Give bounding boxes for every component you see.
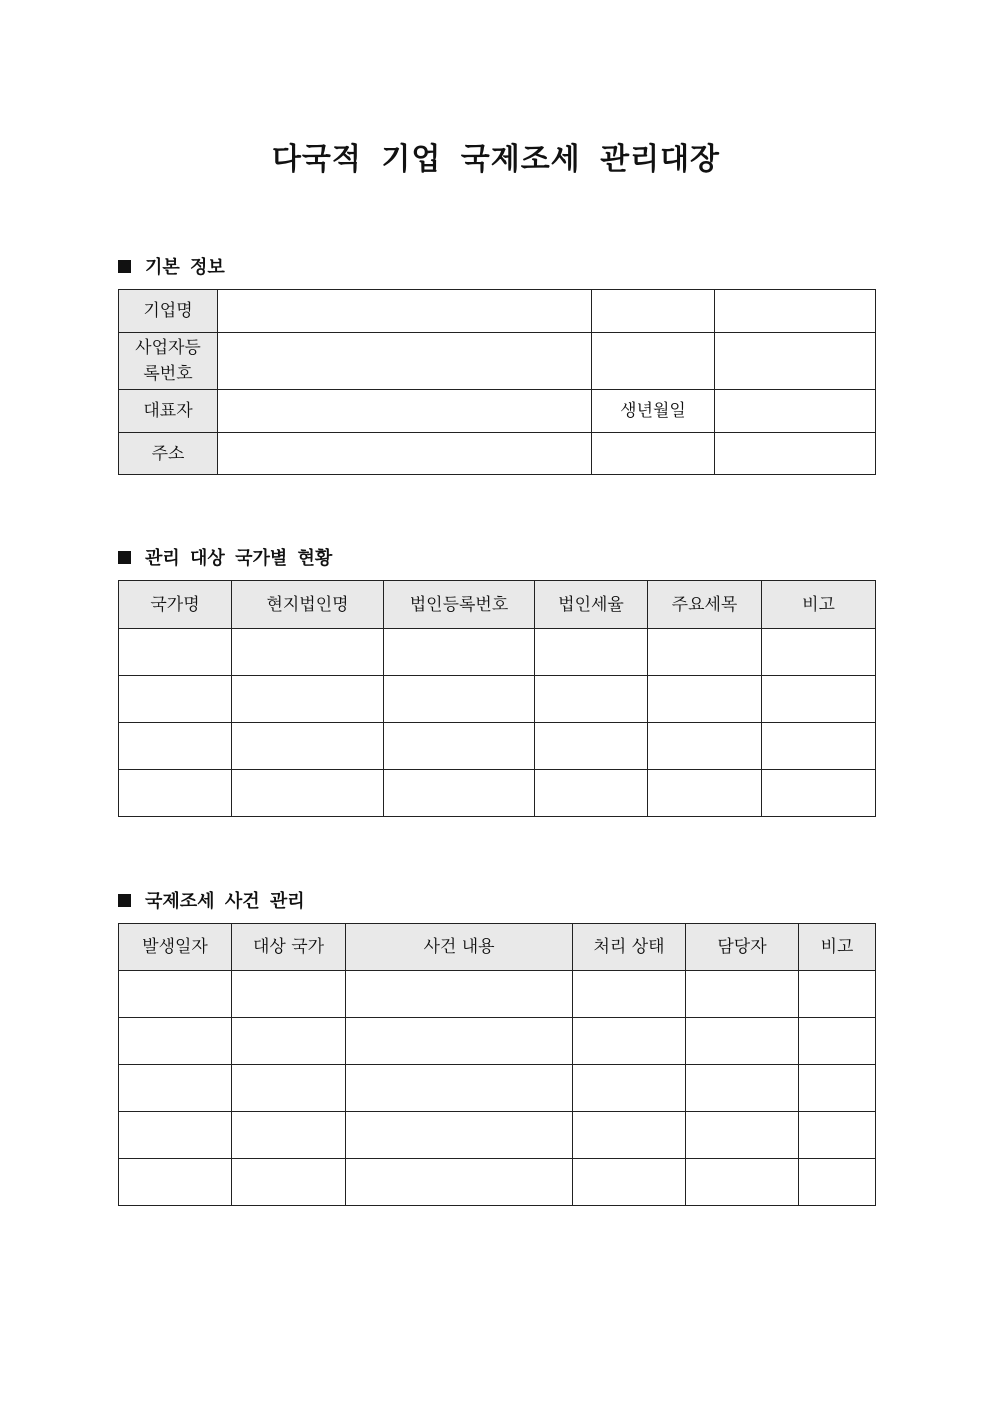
table-cell[interactable]: [232, 1159, 346, 1206]
table-row: [119, 1018, 876, 1065]
table-cell[interactable]: [686, 1065, 799, 1112]
table-row: [119, 770, 876, 817]
table-row: [119, 1159, 876, 1206]
table-cell[interactable]: [346, 971, 573, 1018]
table-cell[interactable]: [799, 1018, 876, 1065]
table-cell[interactable]: [232, 629, 384, 676]
table-row: [119, 1065, 876, 1112]
basic-info-table: [118, 289, 876, 475]
section-title: 국제조세 사건 관리: [145, 891, 305, 912]
address-label: 주소: [119, 433, 218, 475]
section-title: 기본 정보: [145, 257, 225, 278]
table-cell[interactable]: [799, 1065, 876, 1112]
square-bullet-icon: [118, 260, 131, 273]
table-cell[interactable]: [119, 1112, 232, 1159]
table-cell[interactable]: [762, 723, 876, 770]
table-cell[interactable]: [232, 1065, 346, 1112]
table-cell[interactable]: [535, 770, 648, 817]
table-row: [119, 723, 876, 770]
section-heading-country-status: [118, 544, 332, 570]
blank-label-cell: [592, 433, 715, 475]
table-cell[interactable]: [573, 1018, 686, 1065]
table-cell[interactable]: [648, 723, 762, 770]
label-line: 록번호: [143, 364, 193, 384]
birth-date-label: 생년월일: [592, 390, 715, 433]
table-row: [119, 333, 876, 390]
table-cell[interactable]: [346, 1065, 573, 1112]
table-cell[interactable]: [119, 629, 232, 676]
table-cell[interactable]: [119, 1065, 232, 1112]
table-cell[interactable]: [119, 723, 232, 770]
table-cell[interactable]: [762, 676, 876, 723]
table-row: [119, 676, 876, 723]
blank-value-field[interactable]: [715, 333, 876, 390]
column-header: 비고: [762, 581, 876, 629]
table-header-row: [119, 581, 876, 629]
section-heading-tax-cases: [118, 887, 305, 913]
table-cell[interactable]: [119, 1159, 232, 1206]
table-header-row: [119, 924, 876, 971]
table-cell[interactable]: [762, 629, 876, 676]
table-cell[interactable]: [535, 676, 648, 723]
table-cell[interactable]: [384, 676, 535, 723]
blank-label-cell: [592, 290, 715, 333]
page-title: 다국적 기업 국제조세 관리대장: [271, 142, 721, 177]
business-reg-no-label: [119, 333, 218, 390]
column-header: 법인등록번호: [384, 581, 535, 629]
address-field[interactable]: [218, 433, 592, 475]
table-cell[interactable]: [119, 1018, 232, 1065]
square-bullet-icon: [118, 551, 131, 564]
table-row: [119, 971, 876, 1018]
table-cell[interactable]: [232, 770, 384, 817]
table-cell[interactable]: [535, 629, 648, 676]
table-cell[interactable]: [686, 971, 799, 1018]
table-row: [119, 433, 876, 475]
section-heading-basic-info: [118, 253, 225, 279]
section-title: 관리 대상 국가별 현황: [145, 548, 333, 569]
blank-label-cell: [592, 333, 715, 390]
table-row: [119, 1112, 876, 1159]
business-reg-no-field[interactable]: [218, 333, 592, 390]
table-cell[interactable]: [799, 1112, 876, 1159]
table-cell[interactable]: [384, 770, 535, 817]
table-cell[interactable]: [648, 629, 762, 676]
column-header: 대상 국가: [232, 924, 346, 971]
table-cell[interactable]: [762, 770, 876, 817]
table-cell[interactable]: [119, 676, 232, 723]
table-cell[interactable]: [119, 770, 232, 817]
table-cell[interactable]: [535, 723, 648, 770]
table-cell[interactable]: [573, 971, 686, 1018]
table-cell[interactable]: [799, 971, 876, 1018]
table-cell[interactable]: [232, 1018, 346, 1065]
column-header: 법인세율: [535, 581, 648, 629]
column-header: 발생일자: [119, 924, 232, 971]
table-cell[interactable]: [573, 1065, 686, 1112]
blank-value-field[interactable]: [715, 290, 876, 333]
table-cell[interactable]: [232, 723, 384, 770]
table-cell[interactable]: [686, 1159, 799, 1206]
table-cell[interactable]: [346, 1159, 573, 1206]
company-name-field[interactable]: [218, 290, 592, 333]
table-cell[interactable]: [573, 1112, 686, 1159]
table-row: [119, 390, 876, 433]
table-cell[interactable]: [384, 629, 535, 676]
column-header: 처리 상태: [573, 924, 686, 971]
column-header: 현지법인명: [232, 581, 384, 629]
table-cell[interactable]: [119, 971, 232, 1018]
blank-value-field[interactable]: [715, 433, 876, 475]
table-cell[interactable]: [232, 1112, 346, 1159]
table-cell[interactable]: [648, 770, 762, 817]
representative-field[interactable]: [218, 390, 592, 433]
country-status-table: [118, 580, 876, 817]
table-cell[interactable]: [648, 676, 762, 723]
representative-label: 대표자: [119, 390, 218, 433]
label-line: 사업자등: [135, 338, 201, 358]
table-cell[interactable]: [346, 1112, 573, 1159]
column-header: 국가명: [119, 581, 232, 629]
table-cell[interactable]: [346, 1018, 573, 1065]
table-cell[interactable]: [686, 1018, 799, 1065]
table-cell[interactable]: [573, 1159, 686, 1206]
table-cell[interactable]: [232, 971, 346, 1018]
company-name-label: 기업명: [119, 290, 218, 333]
birth-date-field[interactable]: [715, 390, 876, 433]
column-header: 비고: [799, 924, 876, 971]
table-cell[interactable]: [384, 723, 535, 770]
table-cell[interactable]: [799, 1159, 876, 1206]
column-header: 사건 내용: [346, 924, 573, 971]
column-header: 주요세목: [648, 581, 762, 629]
table-row: [119, 290, 876, 333]
column-header: 담당자: [686, 924, 799, 971]
square-bullet-icon: [118, 894, 131, 907]
tax-cases-table: [118, 923, 876, 1206]
table-row: [119, 629, 876, 676]
table-cell[interactable]: [686, 1112, 799, 1159]
table-cell[interactable]: [232, 676, 384, 723]
